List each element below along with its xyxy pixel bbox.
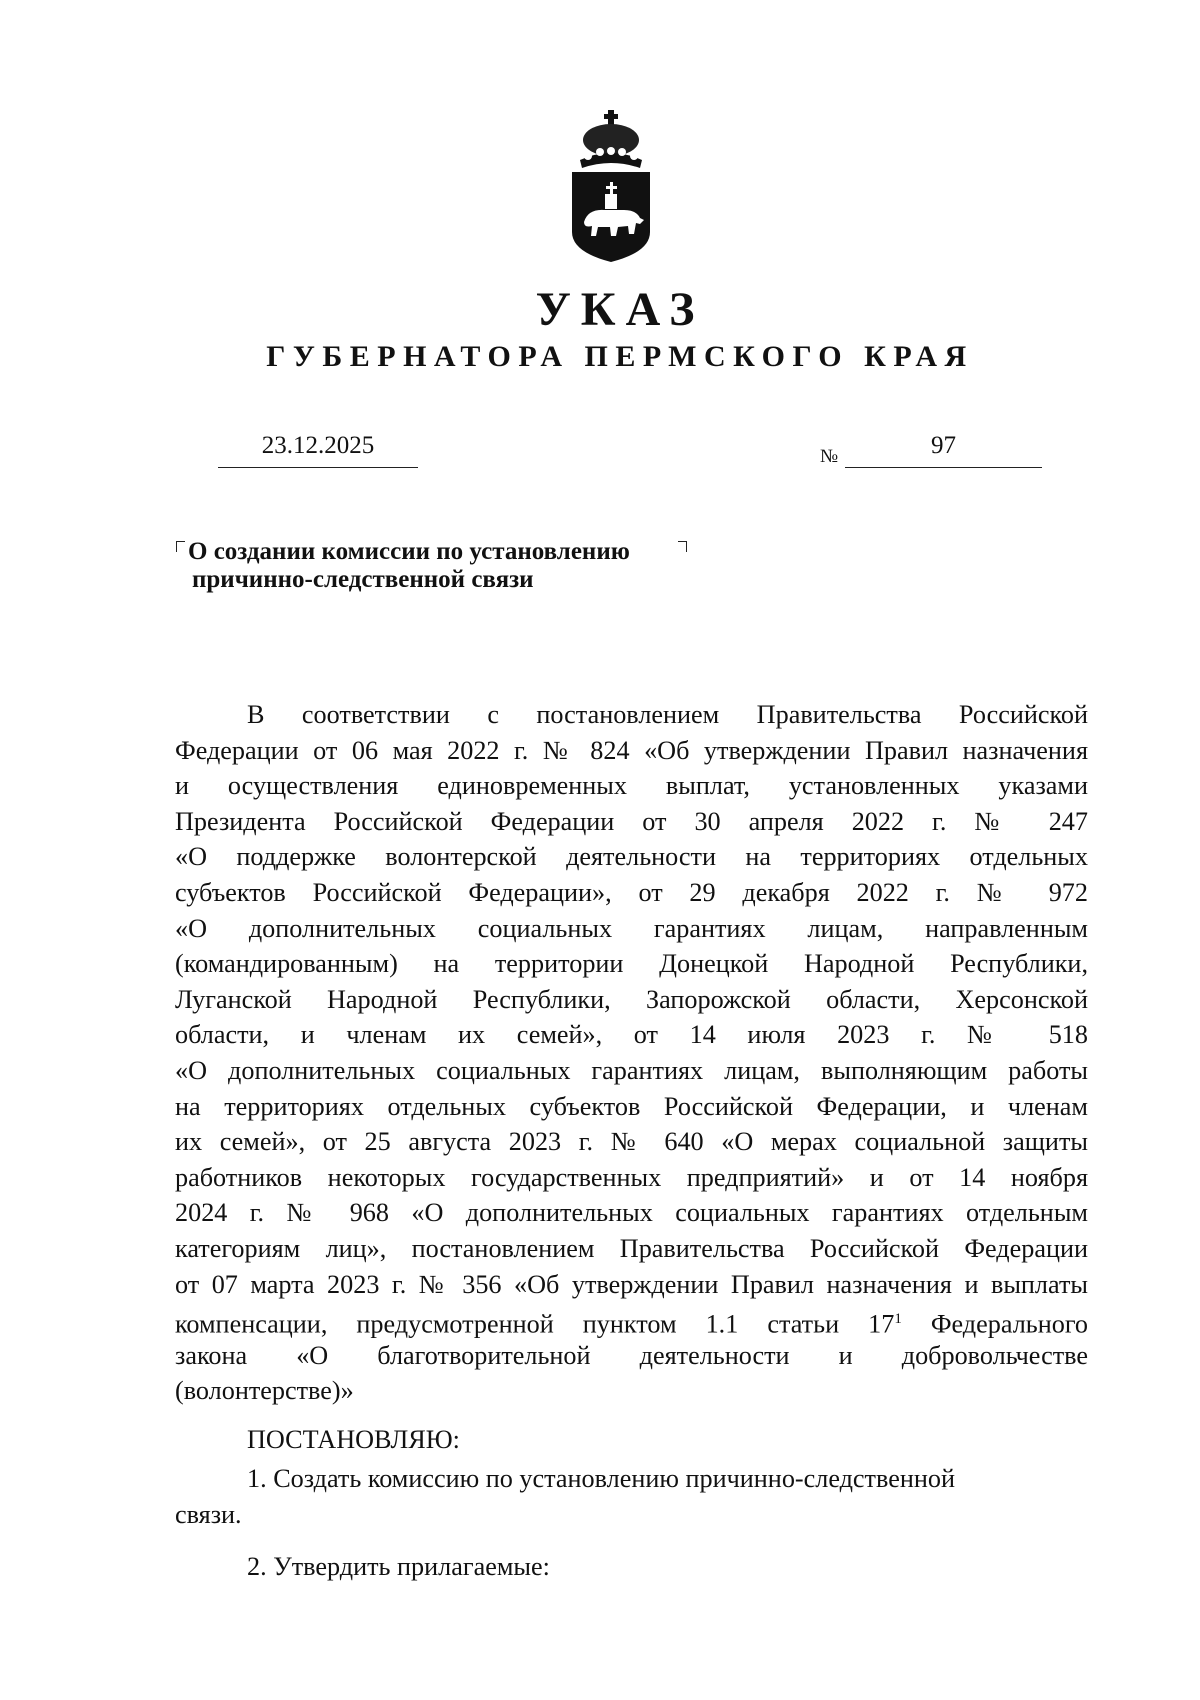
- preamble-line: (командированным) на территории Донецкой Народной Республики,: [175, 949, 1088, 979]
- preamble-line: Президента Российской Федерации от 30 апреля 2022 г. № 247: [175, 806, 1088, 836]
- preamble-line: [175, 1302, 1088, 1338]
- decree-word: ПОСТАНОВЛЯЮ:: [247, 1425, 460, 1454]
- preamble-line: закона «О благотворительной деятельности и добровольчестве: [175, 1340, 1088, 1370]
- text-fragment: Федерального: [901, 1309, 1089, 1339]
- document-subject: [188, 538, 630, 594]
- preamble-line: работников некоторых государственных предприятий» и от 14 ноября: [175, 1162, 1088, 1192]
- perm-krai-coat-of-arms-icon: [566, 110, 656, 262]
- preamble-line: их семей», от 25 августа 2023 г. № 640 «О мерах социальной защиты: [175, 1127, 1088, 1157]
- document-title: УКАЗ: [535, 283, 705, 336]
- text-line: В соответствии с постановлением Правительства Российской: [247, 700, 1088, 729]
- preamble-line: «О дополнительных социальных гарантиях лицам, направленным: [175, 913, 1088, 943]
- subject-line-2: причинно-следственной связи: [192, 566, 534, 593]
- document-number: 97: [931, 432, 956, 459]
- subject-line-1: О создании комиссии по установлению: [188, 538, 630, 565]
- item-1: [175, 1461, 1088, 1532]
- preamble-line: [175, 697, 1088, 733]
- preamble-line: от 07 марта 2023 г. № 356 «Об утверждении Правил назначения и выплаты: [175, 1269, 1088, 1299]
- preamble-line: «О поддержке волонтерской деятельности на территориях отдельных: [175, 842, 1088, 872]
- preamble-line: Луганской Народной Республики, Запорожской области, Херсонской: [175, 984, 1088, 1014]
- document-subtitle: ГУБЕРНАТОРА ПЕРМСКОГО КРАЯ: [266, 340, 974, 373]
- preamble-line: категориям лиц», постановлением Правительства Российской Федерации: [175, 1233, 1088, 1263]
- date-field: [218, 430, 418, 468]
- item-2: 2. Утвердить прилагаемые:: [247, 1552, 550, 1581]
- preamble-line: Федерации от 06 мая 2022 г. № 824 «Об утверждении Правил назначения: [175, 735, 1088, 765]
- preamble-line: субъектов Российской Федерации», от 29 декабря 2022 г. № 972: [175, 877, 1088, 907]
- preamble-line: и осуществления единовременных выплат, установленных указами: [175, 771, 1088, 801]
- preamble-line: 2024 г. № 968 «О дополнительных социальных гарантиях отдельным: [175, 1198, 1088, 1228]
- preamble-line: на территориях отдельных субъектов Российской Федерации, и членам: [175, 1091, 1088, 1121]
- number-field: [845, 430, 1042, 468]
- item-1-line-1: 1. Создать комиссию по установлению причинно-следственной: [247, 1464, 955, 1493]
- document-date: 23.12.2025: [261, 432, 375, 459]
- preamble-line: «О дополнительных социальных гарантиях лицам, выполняющим работы: [175, 1055, 1088, 1085]
- preamble-line: (волонтерстве)»: [175, 1376, 354, 1406]
- text-fragment: компенсации, предусмотренной пунктом 1.1 статьи 17: [175, 1309, 895, 1339]
- item-1-line-2: связи.: [175, 1499, 242, 1529]
- subject-bracket-left: [176, 541, 185, 552]
- number-sign: №: [820, 446, 839, 467]
- preamble-text: [175, 697, 1088, 1409]
- superscript: 1: [894, 1311, 902, 1328]
- subject-bracket-right: [678, 541, 687, 552]
- preamble-line: области, и членам их семей», от 14 июля 2023 г. № 518: [175, 1020, 1088, 1050]
